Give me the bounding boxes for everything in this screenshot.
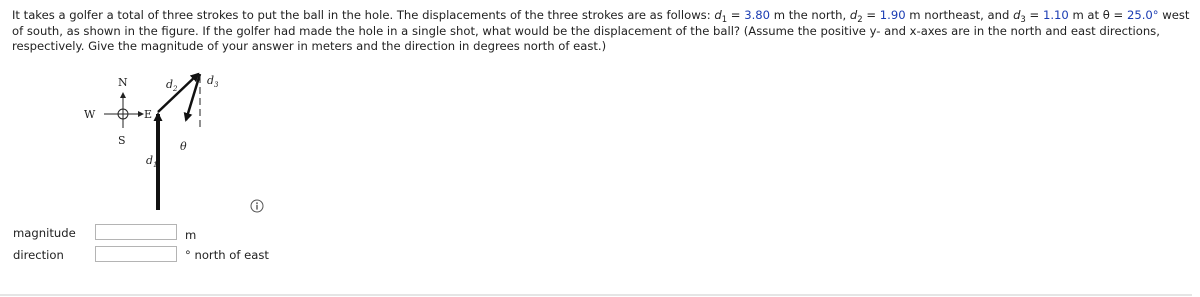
magnitude-unit: m bbox=[185, 228, 197, 242]
vector-d3 bbox=[186, 74, 200, 120]
d1-text: m the north, bbox=[770, 8, 850, 22]
d2-label: $d_2$ bbox=[166, 78, 178, 93]
problem-statement bbox=[12, 8, 1192, 55]
displacement-figure bbox=[80, 66, 240, 216]
d2-subscript: 2 bbox=[857, 15, 863, 25]
bottom-divider bbox=[0, 294, 1192, 296]
d1-subscript: 1 bbox=[721, 15, 728, 25]
d2-equals: = bbox=[862, 8, 880, 22]
direction-input[interactable] bbox=[95, 246, 177, 262]
compass-n-label: N bbox=[118, 76, 128, 89]
d3-subscript: 3 bbox=[1020, 15, 1026, 25]
compass-rose bbox=[84, 76, 152, 147]
direction-unit: ° north of east bbox=[185, 248, 269, 262]
direction-label: direction bbox=[13, 248, 64, 262]
compass-w-label: W bbox=[84, 108, 96, 121]
d1-value: 3.80 bbox=[744, 8, 771, 22]
problem-intro: It takes a golfer a total of three strokes to put the ball in the hole. The displacements of the three strokes are as follows: bbox=[12, 8, 715, 22]
d1-equals: = bbox=[727, 8, 745, 22]
d1-label: $d_1$ bbox=[146, 154, 158, 169]
d3-symbol: d bbox=[1013, 8, 1021, 22]
info-circle-icon[interactable] bbox=[250, 199, 264, 213]
d3-text-rest: west of south, as shown in the figure. If the golfer had made the hole in a single shot, what would be the displacement of the ball? (Assume the positive y- and x-axes are in the north and east directions, respectively. Give the magnitude of your answer in meters and the direction in degrees north of east.) bbox=[12, 8, 1190, 53]
d3-equals: = bbox=[1025, 8, 1043, 22]
compass-s-label: S bbox=[118, 134, 126, 147]
d3-text-mid: m at θ = bbox=[1068, 8, 1127, 22]
vector-d2 bbox=[158, 74, 198, 112]
d3-label: $d_3$ bbox=[207, 74, 219, 89]
compass-e-label: E bbox=[144, 108, 153, 121]
d1-symbol: d bbox=[714, 8, 722, 22]
theta-value: 25.0° bbox=[1126, 8, 1159, 22]
d3-value: 1.10 bbox=[1042, 8, 1069, 22]
magnitude-input[interactable] bbox=[95, 224, 177, 240]
d2-text: m northeast, and bbox=[905, 8, 1014, 22]
theta-label: θ bbox=[180, 140, 187, 153]
magnitude-label: magnitude bbox=[13, 226, 76, 240]
d2-value: 1.90 bbox=[879, 8, 906, 22]
d2-symbol: d bbox=[849, 8, 858, 22]
